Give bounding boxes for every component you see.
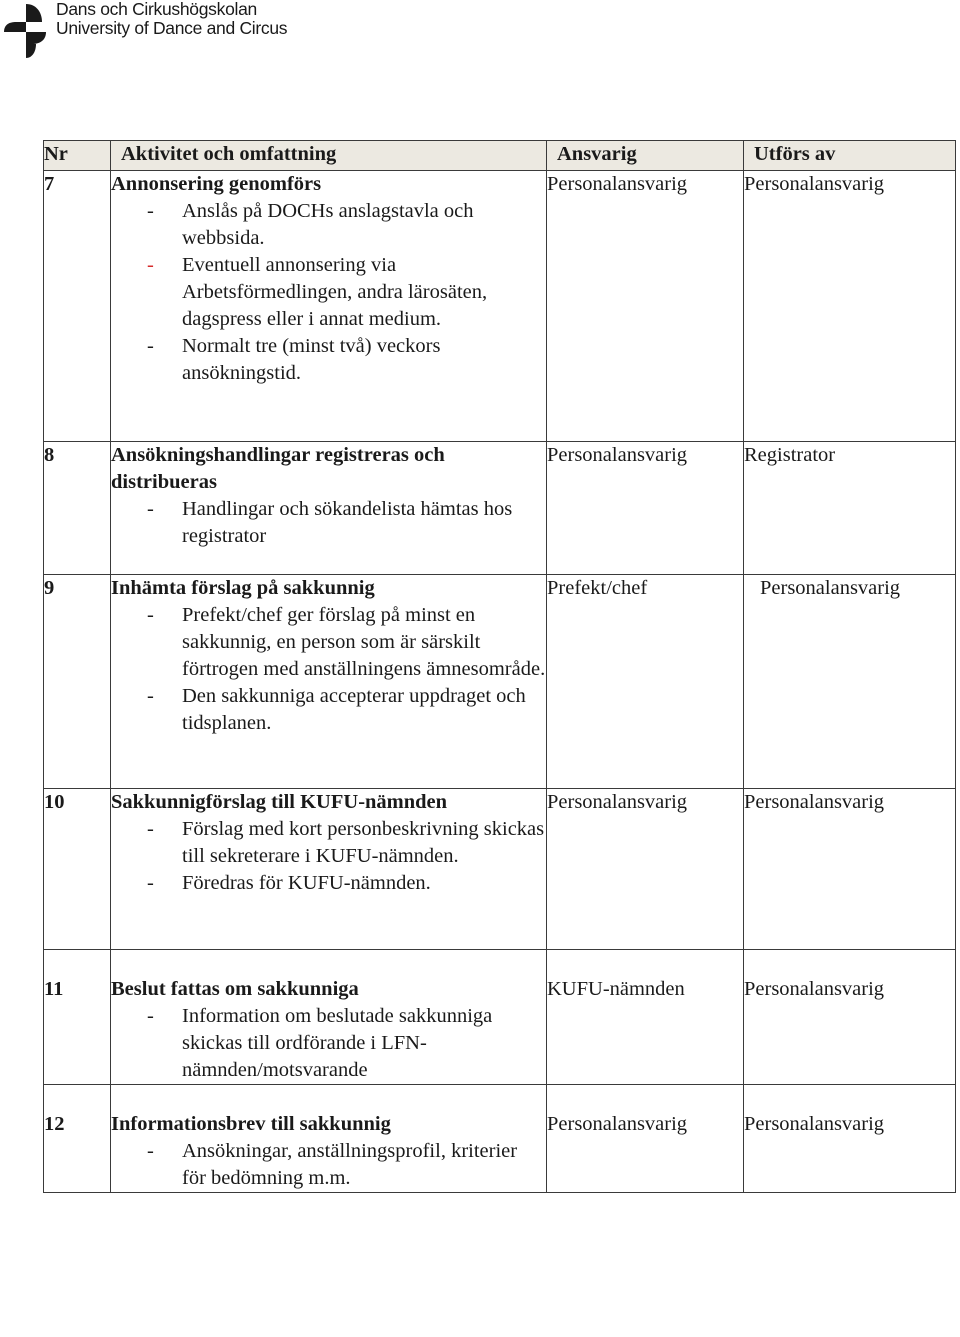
table-row <box>44 950 956 1085</box>
list-item <box>111 870 546 897</box>
dash: - <box>147 604 154 626</box>
dash: - <box>147 200 154 222</box>
row-number: 12 <box>44 1085 111 1193</box>
item-text: Information om beslutade sakkunniga skickas till ordförande i LFN-nämnden/motsvarande <box>182 1005 493 1081</box>
activity-items <box>111 1138 546 1192</box>
activity-items <box>111 198 546 387</box>
row-number: 9 <box>44 575 111 789</box>
logo-line-2: University of Dance and Circus <box>56 18 288 38</box>
activity-cell <box>111 950 547 1085</box>
activity-table <box>43 140 956 1193</box>
activity-title: Sakkunnigförslag till KUFU-nämnden <box>111 791 448 813</box>
item-text: Normalt tre (minst två) veckors ansökningstid. <box>182 335 441 384</box>
table-row <box>44 442 956 575</box>
utfors-av-cell: Personalansvarig <box>744 575 956 789</box>
item-text: Handlingar och sökandelista hämtas hos registrator <box>182 498 513 547</box>
utfors-av-cell: Personalansvarig <box>744 171 956 442</box>
item-text: Föredras för KUFU-nämnden. <box>182 872 431 894</box>
column-header-aktivitet: Aktivitet och omfattning <box>111 141 547 171</box>
table-row <box>44 171 956 442</box>
item-text: Ansökningar, anställningsprofil, kriterier för bedömning m.m. <box>182 1140 518 1189</box>
logo-text <box>56 0 287 38</box>
list-item <box>111 198 546 252</box>
list-item <box>111 1138 546 1192</box>
dash: - <box>147 1005 154 1027</box>
list-item <box>111 252 546 333</box>
activity-cell <box>111 442 547 575</box>
activity-cell <box>111 171 547 442</box>
activity-title: Beslut fattas om sakkunniga <box>111 978 359 1000</box>
ansvarig-cell: Personalansvarig <box>547 1085 744 1193</box>
utfors-av-cell: Personalansvarig <box>744 789 956 950</box>
dash: - <box>147 1140 154 1162</box>
ansvarig-cell: Personalansvarig <box>547 171 744 442</box>
activity-items <box>111 602 546 737</box>
row-number: 7 <box>44 171 111 442</box>
ansvarig-cell: KUFU-nämnden <box>547 950 744 1085</box>
list-item <box>111 683 546 737</box>
activity-title: Ansökningshandlingar registreras och distribueras <box>111 444 445 493</box>
list-item <box>111 816 546 870</box>
utfors-av-cell: Personalansvarig <box>744 950 956 1085</box>
dash: - <box>147 872 154 894</box>
utfors-av-cell: Registrator <box>744 442 956 575</box>
row-number: 8 <box>44 442 111 575</box>
activity-title: Informationsbrev till sakkunnig <box>111 1113 391 1135</box>
list-item <box>111 496 546 550</box>
dash: - <box>147 254 154 276</box>
activity-items <box>111 1003 546 1084</box>
column-header-nr: Nr <box>44 141 111 171</box>
item-text: Eventuell annonsering via Arbetsförmedlingen, andra lärosäten, dagspress eller i annat medium. <box>182 254 488 330</box>
row-number: 10 <box>44 789 111 950</box>
row-number: 11 <box>44 950 111 1085</box>
ansvarig-cell: Prefekt/chef <box>547 575 744 789</box>
table-row <box>44 1085 956 1193</box>
item-text: Prefekt/chef ger förslag på minst en sakkunnig, en person som är särskilt förtrogen med anställningens ämnesområde. <box>182 604 546 680</box>
dance-circus-logo-icon <box>2 2 52 60</box>
table-row <box>44 575 956 789</box>
item-text: Den sakkunniga accepterar uppdraget och tidsplanen. <box>182 685 526 734</box>
dash: - <box>147 498 154 520</box>
list-item <box>111 602 546 683</box>
dash: - <box>147 818 154 840</box>
activity-items <box>111 816 546 897</box>
activity-cell <box>111 789 547 950</box>
dash: - <box>147 685 154 707</box>
activity-title: Inhämta förslag på sakkunnig <box>111 577 375 599</box>
ansvarig-cell: Personalansvarig <box>547 789 744 950</box>
column-header-utfors-av: Utförs av <box>744 141 956 171</box>
utfors-av-cell: Personalansvarig <box>744 1085 956 1193</box>
activity-title: Annonsering genomförs <box>111 173 322 195</box>
logo-line-1: Dans och Cirkushögskolan <box>56 0 257 19</box>
activity-items <box>111 496 546 550</box>
dash: - <box>147 335 154 357</box>
column-header-ansvarig: Ansvarig <box>547 141 744 171</box>
table-row <box>44 789 956 950</box>
list-item <box>111 333 546 387</box>
activity-cell <box>111 575 547 789</box>
table-header-row <box>44 141 956 171</box>
item-text: Anslås på DOCHs anslagstavla och webbsida. <box>182 200 474 249</box>
list-item <box>111 1003 546 1084</box>
logo <box>2 0 322 64</box>
activity-cell <box>111 1085 547 1193</box>
item-text: Förslag med kort personbeskrivning skickas till sekreterare i KUFU-nämnden. <box>182 818 545 867</box>
ansvarig-cell: Personalansvarig <box>547 442 744 575</box>
